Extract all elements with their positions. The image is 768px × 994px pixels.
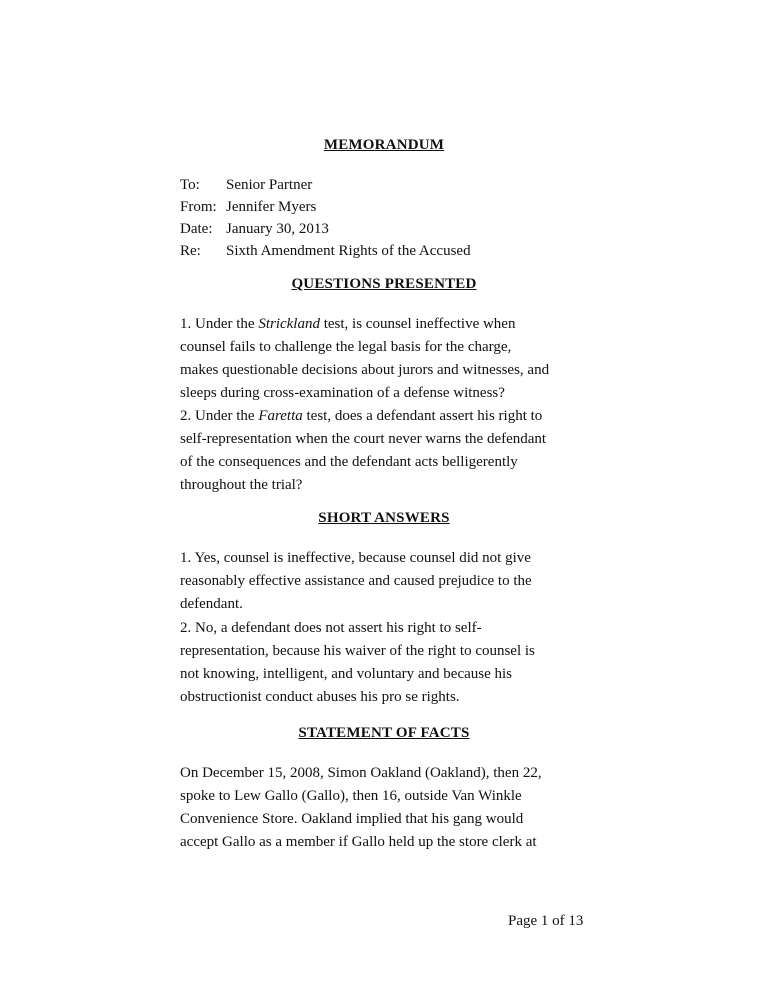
questions-presented-heading: QUESTIONS PRESENTED: [291, 276, 477, 292]
facts-line-1: On December 15, 2008, Simon Oakland (Oakland), then 22,: [180, 765, 542, 781]
header-date-row: [180, 218, 471, 240]
memo-title: MEMORANDUM: [323, 137, 445, 153]
answer-1-line-2: reasonably effective assistance and caused prejudice to the: [180, 573, 532, 589]
header-to-row: [180, 174, 471, 196]
answer-2-line-4: obstructionist conduct abuses his pro se rights.: [180, 689, 460, 705]
case-name-strickland: Strickland: [258, 316, 320, 332]
question-2-line-3: of the consequences and the defendant acts belligerently: [180, 454, 518, 470]
question-1-line-4: sleeps during cross-examination of a defense witness?: [180, 385, 505, 401]
header-from-row: [180, 196, 471, 218]
answer-2-line-3: not knowing, intelligent, and voluntary and because his: [180, 666, 513, 682]
question-1-prefix: 1. Under the: [180, 316, 259, 332]
facts-paragraph: [180, 762, 600, 854]
to-label: To:: [180, 177, 200, 193]
facts-line-2: spoke to Lew Gallo (Gallo), then 16, outside Van Winkle: [180, 788, 522, 804]
date-label: Date:: [180, 221, 213, 237]
question-1-line-1-rest: test, is counsel ineffective when: [319, 316, 516, 332]
from-label: From:: [180, 199, 217, 215]
short-answers-heading: SHORT ANSWERS: [318, 510, 450, 526]
question-2-line-1-rest: test, does a defendant assert his right to: [302, 408, 543, 424]
answer-1: [180, 547, 600, 616]
answer-2-line-1: 2. No, a defendant does not assert his right to self-: [180, 620, 482, 636]
question-2-line-2: self-representation when the court never warns the defendant: [180, 431, 547, 447]
question-1-line-2: counsel fails to challenge the legal basis for the charge,: [180, 339, 512, 355]
answer-1-line-3: defendant.: [180, 596, 243, 612]
facts-line-4: accept Gallo as a member if Gallo held up the store clerk at: [180, 834, 537, 850]
answer-2-line-2: representation, because his waiver of the right to counsel is: [180, 643, 535, 659]
from-value: Jennifer Myers: [226, 199, 317, 215]
re-label: Re:: [180, 243, 201, 259]
question-1-line-1: [180, 313, 600, 336]
to-value: Senior Partner: [226, 177, 313, 193]
case-name-faretta: Faretta: [258, 408, 303, 424]
question-2-prefix: 2. Under the: [180, 408, 259, 424]
question-2-line-4: throughout the trial?: [180, 477, 303, 493]
re-value: Sixth Amendment Rights of the Accused: [226, 243, 471, 259]
question-2: [180, 405, 600, 497]
statement-of-facts-heading: STATEMENT OF FACTS: [298, 725, 470, 741]
facts-line-3: Convenience Store. Oakland implied that his gang would: [180, 811, 524, 827]
question-2-line-1: [180, 405, 600, 428]
page-number: Page 1 of 13: [508, 913, 584, 929]
answer-2: [180, 617, 600, 709]
date-value: January 30, 2013: [226, 221, 329, 237]
answer-1-line-1: 1. Yes, counsel is ineffective, because counsel did not give: [180, 550, 531, 566]
question-1-line-3: makes questionable decisions about jurors and witnesses, and: [180, 362, 550, 378]
memo-header: [180, 174, 471, 262]
header-re-row: [180, 240, 471, 262]
question-1: [180, 313, 600, 405]
